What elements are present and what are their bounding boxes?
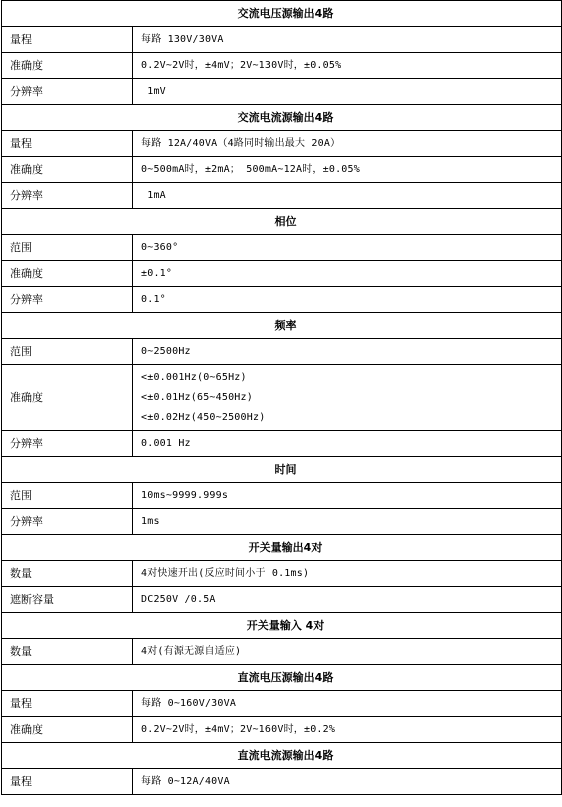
spec-row: [2, 287, 562, 313]
spec-value: [133, 509, 562, 535]
section-title: 相位: [2, 209, 562, 235]
spec-row: [2, 769, 562, 795]
spec-value-line: DC250V /0.5A: [141, 593, 216, 605]
spec-row: [2, 131, 562, 157]
spec-label: 量程: [2, 691, 133, 717]
spec-row: [2, 639, 562, 665]
spec-value: [133, 183, 562, 209]
spec-label: 分辨率: [2, 509, 133, 535]
spec-label: 数量: [2, 561, 133, 587]
spec-value-line: <±0.001Hz(0~65Hz): [141, 371, 247, 383]
spec-label: 准确度: [2, 365, 133, 431]
spec-value: [133, 131, 562, 157]
section-header-row: [2, 313, 562, 339]
spec-value: [133, 717, 562, 743]
section-header-row: [2, 105, 562, 131]
spec-row: [2, 183, 562, 209]
section-title: 直流电流源输出4路: [2, 743, 562, 769]
spec-value: [133, 339, 562, 365]
spec-value: [133, 53, 562, 79]
section-title: 频率: [2, 313, 562, 339]
spec-row: [2, 561, 562, 587]
spec-value: [133, 639, 562, 665]
spec-value: [133, 365, 562, 431]
spec-row: [2, 483, 562, 509]
spec-row: [2, 235, 562, 261]
spec-row: [2, 587, 562, 613]
section-title: 开关量输入 4对: [2, 613, 562, 639]
spec-label: 范围: [2, 235, 133, 261]
section-header-row: [2, 1, 562, 27]
spec-value: [133, 483, 562, 509]
spec-value-line: 1mA: [141, 189, 166, 201]
spec-value-line: 0~2500Hz: [141, 345, 191, 357]
spec-label: 分辨率: [2, 183, 133, 209]
spec-label: 准确度: [2, 261, 133, 287]
spec-label: 量程: [2, 27, 133, 53]
spec-row: [2, 691, 562, 717]
spec-value-line: 0.2V~2V时，±4mV；2V~160V时，±0.2%: [141, 723, 336, 735]
spec-value: [133, 431, 562, 457]
spec-label: 量程: [2, 769, 133, 795]
spec-row: [2, 339, 562, 365]
spec-value-line: 0.1°: [141, 293, 166, 305]
section-header-row: [2, 613, 562, 639]
spec-row: [2, 717, 562, 743]
spec-label: 准确度: [2, 157, 133, 183]
spec-table: [1, 0, 562, 795]
spec-value: [133, 157, 562, 183]
spec-value-line: 1ms: [141, 515, 160, 527]
spec-row: [2, 365, 562, 431]
spec-value-line: 0~500mA时，±2mA； 500mA~12A时，±0.05%: [141, 163, 360, 175]
section-header-row: [2, 743, 562, 769]
spec-value-line: 每路 0~12A/40VA: [141, 775, 230, 787]
spec-value: [133, 587, 562, 613]
spec-value-line: 0.2V~2V时，±4mV；2V~130V时，±0.05%: [141, 59, 342, 71]
spec-value-line: <±0.02Hz(450~2500Hz): [141, 411, 266, 423]
spec-value-line: 每路 12A/40VA（4路同时输出最大 20A）: [141, 137, 341, 149]
spec-value: [133, 287, 562, 313]
spec-row: [2, 27, 562, 53]
spec-label: 分辨率: [2, 79, 133, 105]
section-header-row: [2, 209, 562, 235]
spec-value-line: 0.001 Hz: [141, 437, 191, 449]
spec-label: 分辨率: [2, 431, 133, 457]
section-header-row: [2, 457, 562, 483]
spec-value: [133, 235, 562, 261]
spec-value: [133, 561, 562, 587]
spec-value: [133, 261, 562, 287]
spec-label: 分辨率: [2, 287, 133, 313]
spec-row: [2, 79, 562, 105]
spec-label: 遮断容量: [2, 587, 133, 613]
section-title: 时间: [2, 457, 562, 483]
spec-value-line: 0~360°: [141, 241, 179, 253]
spec-row: [2, 261, 562, 287]
spec-value-line: <±0.01Hz(65~450Hz): [141, 391, 253, 403]
spec-row: [2, 53, 562, 79]
section-title: 开关量输出4对: [2, 535, 562, 561]
spec-label: 范围: [2, 483, 133, 509]
spec-label: 准确度: [2, 53, 133, 79]
spec-value: [133, 769, 562, 795]
spec-label: 量程: [2, 131, 133, 157]
spec-row: [2, 157, 562, 183]
spec-value-line: 每路 130V/30VA: [141, 33, 224, 45]
spec-value: [133, 27, 562, 53]
section-header-row: [2, 535, 562, 561]
spec-value: [133, 79, 562, 105]
spec-row: [2, 509, 562, 535]
spec-value-line: 4对快速开出(反应时间小于 0.1ms): [141, 567, 310, 579]
section-title: 直流电压源输出4路: [2, 665, 562, 691]
spec-value-line: ±0.1°: [141, 267, 173, 279]
spec-row: [2, 431, 562, 457]
spec-value-line: 1mV: [141, 85, 166, 97]
spec-label: 数量: [2, 639, 133, 665]
section-title: 交流电流源输出4路: [2, 105, 562, 131]
spec-value-line: 每路 0~160V/30VA: [141, 697, 237, 709]
section-header-row: [2, 665, 562, 691]
spec-value: [133, 691, 562, 717]
section-title: 交流电压源输出4路: [2, 1, 562, 27]
spec-table-body: [2, 1, 562, 795]
spec-label: 准确度: [2, 717, 133, 743]
spec-label: 范围: [2, 339, 133, 365]
spec-value-line: 10ms~9999.999s: [141, 489, 229, 501]
spec-value-line: 4对(有源无源自适应): [141, 645, 242, 657]
